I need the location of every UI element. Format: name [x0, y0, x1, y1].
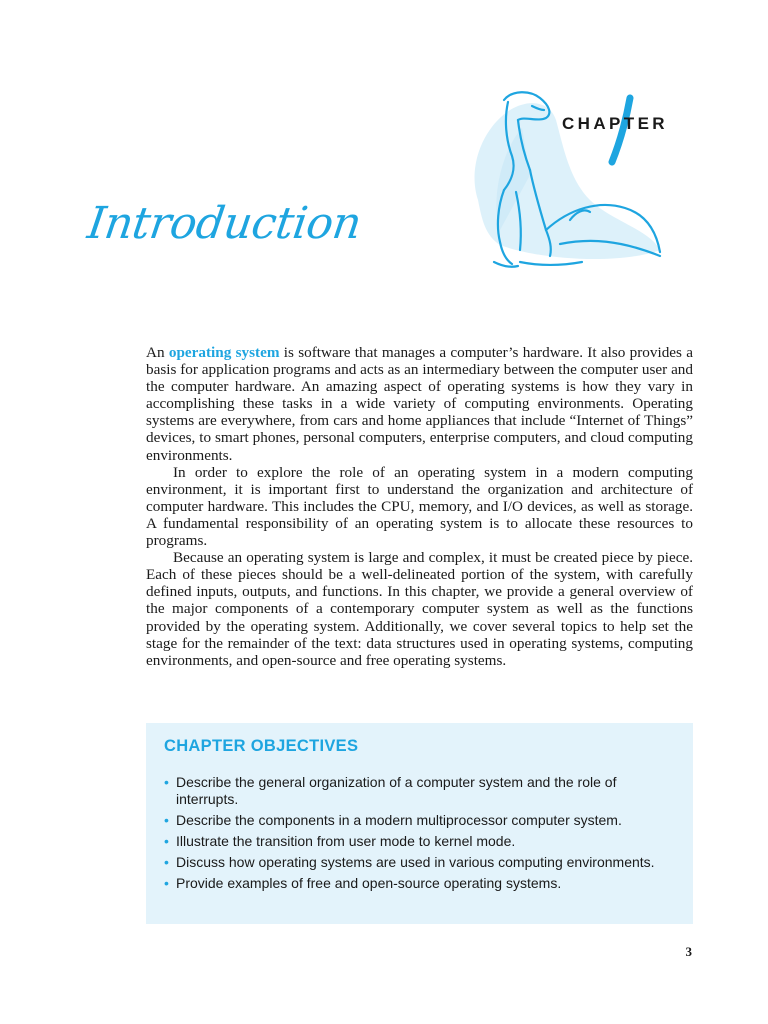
dinosaur-illustration [460, 80, 710, 280]
chapter-label-left: CHAP [562, 114, 624, 133]
paragraph-1-lead: An [146, 344, 169, 361]
objective-text: Describe the general organization of a computer system and the role of interrupts. [176, 774, 617, 807]
objective-text: Provide examples of free and open-source operating systems. [176, 875, 562, 891]
paragraph-2: In order to explore the role of an operating system in a modern computing environment, it is important first to understand the organization and architecture of computer hardware. This includes the CPU, memory, and I/O devices, as well as storage. A fundamental responsibility of an operating system is to allocate these resources to programs. [146, 463, 693, 550]
objective-item [164, 854, 675, 871]
chapter-intro-text [146, 344, 693, 669]
chapter-title: Introduction [84, 198, 365, 249]
chapter-objectives-box [146, 723, 693, 924]
bullet-icon: • [164, 812, 169, 828]
bullet-icon: • [164, 774, 169, 790]
objective-item [164, 833, 675, 850]
chapter-label-right: TER [623, 114, 668, 133]
chapter-label [562, 114, 668, 134]
objective-text: Illustrate the transition from user mode to kernel mode. [176, 833, 516, 849]
keyterm-operating-system[interactable]: operating system [168, 344, 280, 361]
bullet-icon: • [164, 875, 169, 891]
paragraph-3: Because an operating system is large and complex, it must be created piece by piece. Each of these pieces should be a well-delineated portion of the system, with carefully defined inputs, outputs, and functions. In this chapter, we provide a general overview of the major components of a contemporary computer system as well as the functions provided by the operating system. Additionally, we cover several topics to help set the stage for the remainder of the text: data structures used in operating systems, computing environments, and open-source and free operating systems. [146, 549, 693, 669]
bullet-icon: • [164, 833, 169, 849]
objective-text: Describe the components in a modern multiprocessor computer system. [176, 812, 622, 828]
paragraph-1-rest: is software that manages a computer’s hardware. It also provides a basis for application programs and acts as an intermediary between the computer user and the computer hardware. An amazing aspect of operating systems is how they vary in accomplishing these tasks in a wide variety of computing environments. Operating systems are everywhere, from cars and home appliances that include “Internet of Things” devices, to smart phones, personal computers, enterprise computers, and cloud computing environments. [146, 344, 693, 464]
objectives-heading: CHAPTER OBJECTIVES [164, 737, 359, 755]
objectives-list [164, 774, 675, 892]
objective-item [164, 774, 675, 808]
objective-text: Discuss how operating systems are used in various computing environments. [176, 854, 655, 870]
objective-item [164, 875, 675, 892]
paragraph-1 [146, 344, 693, 464]
page-number: 3 [685, 944, 692, 959]
objective-item [164, 812, 675, 829]
bullet-icon: • [164, 854, 169, 870]
